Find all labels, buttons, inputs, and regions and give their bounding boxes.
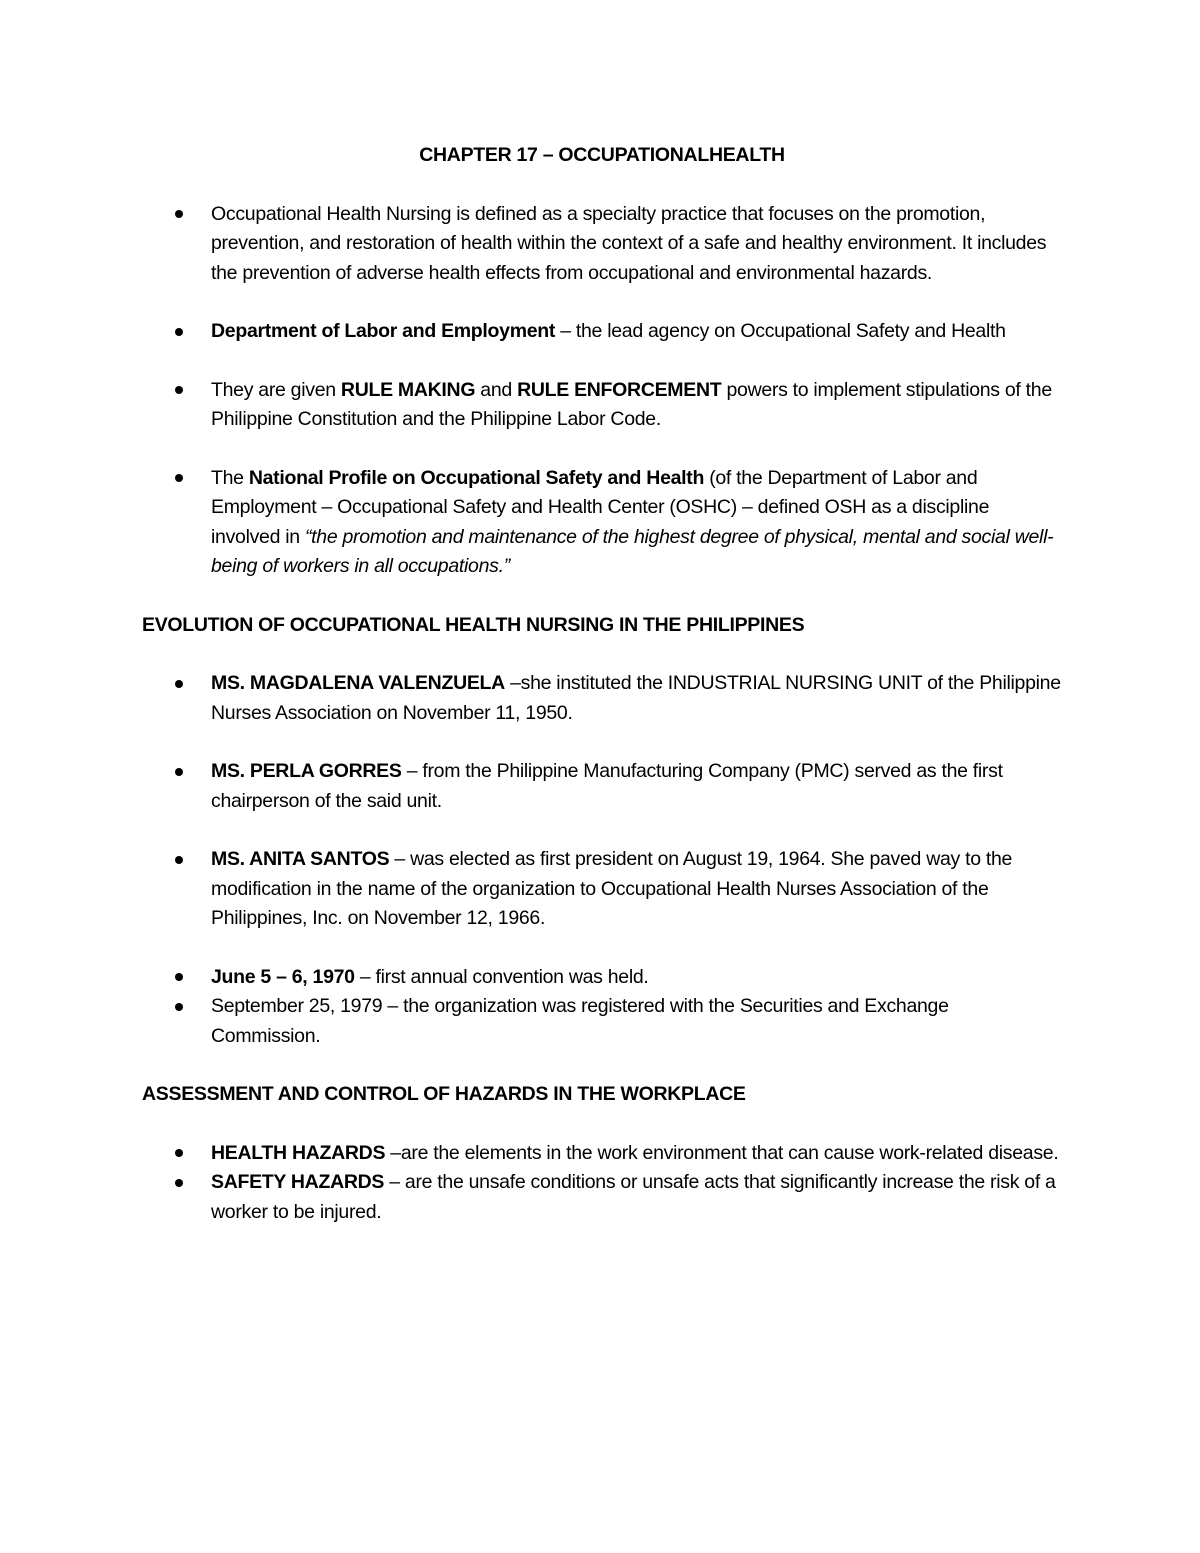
item-text: – are the unsafe conditions or unsafe acts that significantly increase the risk of a worker to be injured. xyxy=(211,1171,1056,1223)
item-term: HEALTH HAZARDS xyxy=(211,1141,386,1164)
item-text: September 25, 1979 – the organization was registered with the Securities and Exchange Commission. xyxy=(211,995,949,1047)
item-term: MS. ANITA SANTOS xyxy=(211,848,390,870)
bullet-icon xyxy=(175,474,183,482)
item-text: – the lead agency on Occupational Safety and Health xyxy=(555,320,1006,342)
bullet-icon xyxy=(175,386,183,394)
item-term: National Profile on Occupational Safety and Health xyxy=(248,466,705,489)
bullet-icon xyxy=(175,973,183,981)
bullet-icon xyxy=(175,210,183,218)
list-item xyxy=(142,200,1062,289)
item-text: – from the Philippine Manufacturing Company (PMC) served as the first chairperson of the said unit. xyxy=(211,760,1003,812)
list-item xyxy=(142,992,1062,1051)
list-item xyxy=(142,845,1062,934)
item-term: MS. PERLA GORRES xyxy=(211,760,402,782)
item-text: Occupational Health Nursing is defined as a specialty practice that focuses on the promotion, prevention, and restoration of health within the context of a safe and healthy environment. It includes the prevention of adverse health effects from occupational and environmental hazards. xyxy=(211,202,1047,284)
list-item xyxy=(142,1139,1062,1169)
hazards-list xyxy=(142,1139,1062,1228)
item-term: RULE ENFORCEMENT xyxy=(517,378,722,401)
item-text: – first annual convention was held. xyxy=(354,965,649,988)
item-text: powers to implement stipulations of the Philippine Constitution and the Philippine Labor Code. xyxy=(211,378,1052,430)
section-heading-hazards: ASSESSMENT AND CONTROL OF HAZARDS IN THE WORKPLACE xyxy=(142,1083,746,1105)
list-item xyxy=(142,669,1062,728)
item-term: RULE MAKING xyxy=(340,378,476,401)
item-text: –she instituted the INDUSTRIAL NURSING UNIT of the Philippine Nurses Association on November 11, 1950. xyxy=(211,672,1061,724)
item-text: The xyxy=(211,466,249,489)
item-text: –are the elements in the work environment that can cause work-related disease. xyxy=(385,1141,1059,1164)
bullet-icon xyxy=(175,328,183,336)
bullet-icon xyxy=(175,1179,183,1187)
list-item xyxy=(142,1168,1062,1227)
list-item xyxy=(142,757,1062,816)
item-term: Department of Labor and Employment xyxy=(211,320,556,342)
chapter-title: CHAPTER 17 – OCCUPATIONALHEALTH xyxy=(419,144,785,166)
item-text: (of the Department of Labor and Employment – Occupational Safety and Health Center (OSHC) – defined OSH as a discipline involved in xyxy=(211,466,990,548)
item-term: MS. MAGDALENA VALENZUELA xyxy=(211,672,505,694)
bullet-icon xyxy=(175,768,183,776)
list-item xyxy=(142,376,1062,435)
section-heading-evolution: EVOLUTION OF OCCUPATIONAL HEALTH NURSING IN THE PHILIPPINES xyxy=(142,613,805,636)
item-text: and xyxy=(475,378,518,401)
item-text: They are given xyxy=(211,378,341,401)
item-quote: “the promotion and maintenance of the highest degree of physical, mental and social well-being of workers in all occupations.” xyxy=(211,525,1054,577)
bullet-icon xyxy=(175,1003,183,1011)
evolution-list xyxy=(142,669,1062,1051)
bullet-icon xyxy=(175,856,183,864)
intro-list xyxy=(142,200,1062,582)
item-term: SAFETY HAZARDS xyxy=(211,1171,385,1193)
list-item xyxy=(142,317,1062,347)
item-term: June 5 – 6, 1970 xyxy=(211,965,355,988)
bullet-icon xyxy=(175,680,183,688)
list-item xyxy=(142,464,1062,582)
item-text: – was elected as first president on August 19, 1964. She paved way to the modification in the name of the organization to Occupational Health Nurses Association of the Philippines, Inc. on November 12, 1966. xyxy=(211,848,1013,929)
document-content xyxy=(142,141,1062,1227)
bullet-icon xyxy=(175,1149,183,1157)
list-item xyxy=(142,963,1062,993)
